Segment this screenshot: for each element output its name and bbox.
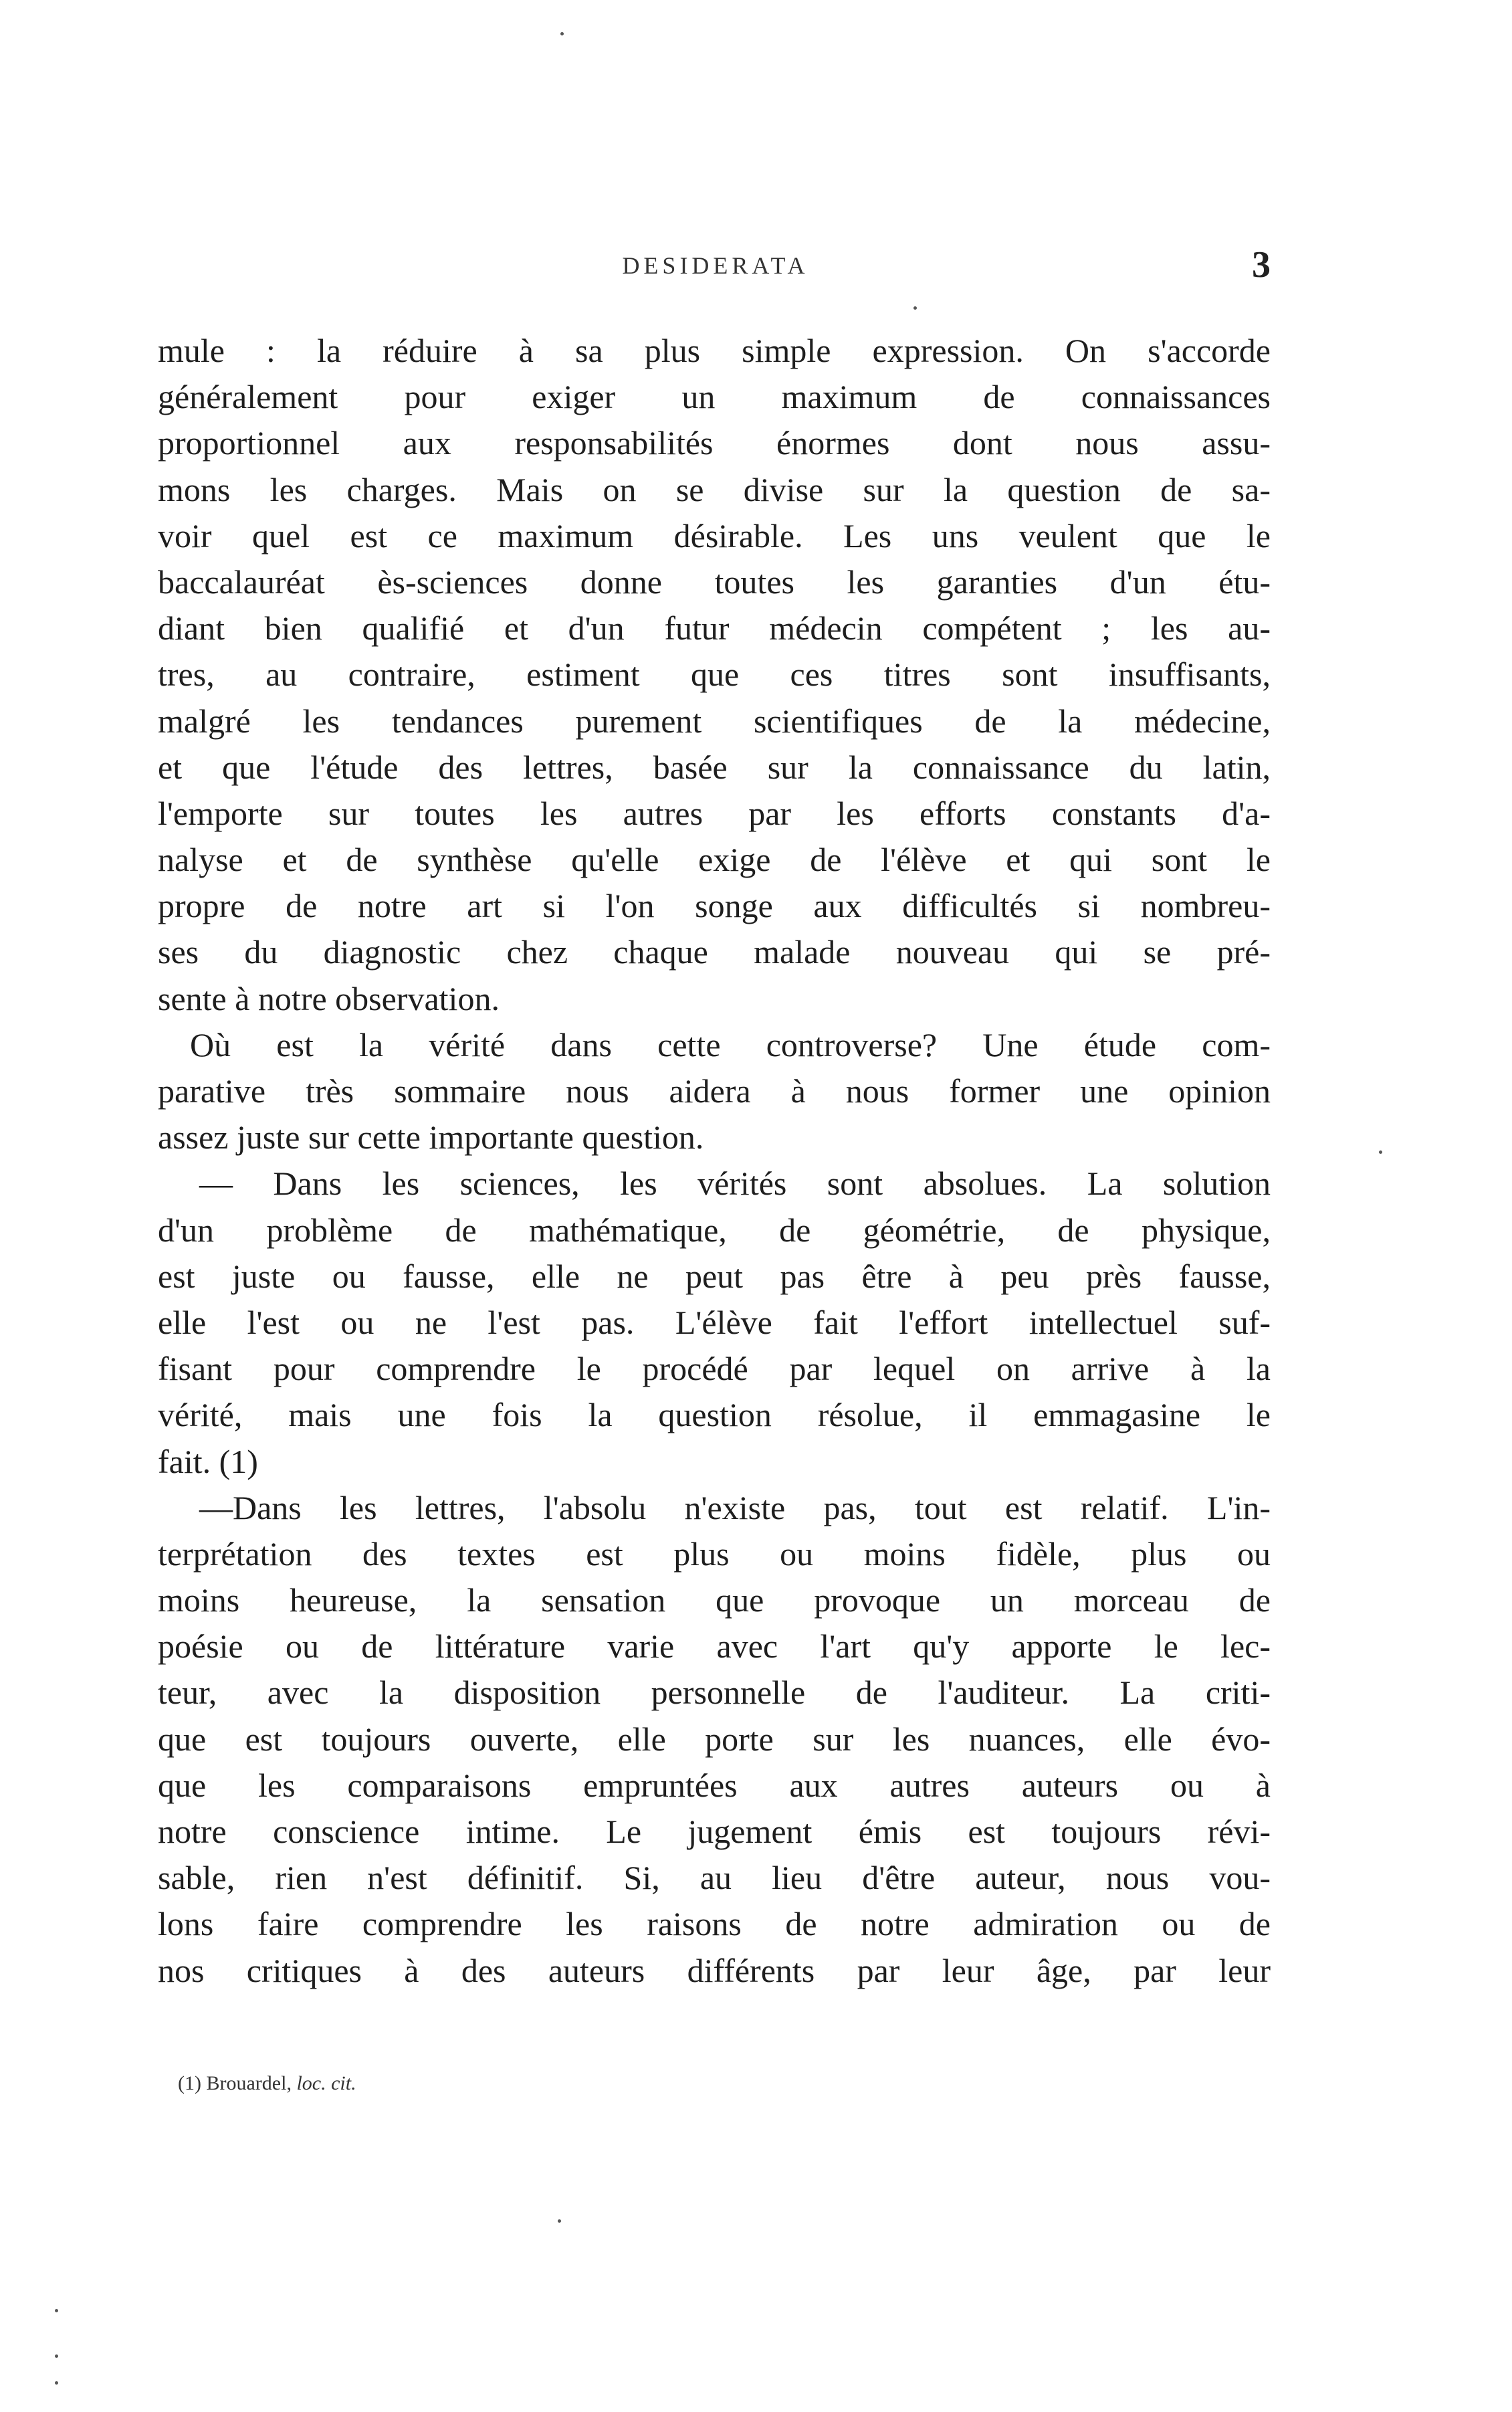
text-line: fait. (1) [158,1442,258,1480]
scan-speck [55,2354,58,2358]
text-line: ses du diagnostic chez chaque malade nouveau qui se pré- [158,933,1271,971]
text-line: voir quel est ce maximum désirable. Les uns veulent que le [158,516,1271,555]
text-line: terprétation des textes est plus ou moins fidèle, plus ou [158,1534,1271,1573]
paragraph-start-line: — Dans les sciences, les vérités sont absolues. La solution [199,1165,1271,1203]
text-line: nos critiques à des auteurs différents par leur âge, par leur [158,1951,1271,1989]
text-line: mule : la réduire à sa plus simple expression. On s'accorde [158,332,1271,369]
text-line: parative très sommaire nous aidera à nous former une opinion [158,1072,1271,1110]
running-title: DESIDERATA [622,252,809,279]
scan-speck [55,2309,58,2312]
scan-speck [1379,1150,1382,1154]
text-line: teur, avec la disposition personnelle de l'auditeur. La criti- [158,1674,1271,1712]
running-head [160,244,1271,288]
text-line: assez juste sur cette importante question. [158,1118,704,1157]
text-line: lons faire comprendre les raisons de notre admiration ou de [158,1905,1271,1943]
footnote-reference: loc. cit. [296,2072,356,2094]
scan-speck [913,306,917,310]
body-text [158,328,1271,1994]
text-line: elle l'est ou ne l'est pas. L'élève fait l'effort intellectuel suf- [158,1303,1271,1341]
text-line: vérité, mais une fois la question résolue, il emmagasine le [158,1396,1271,1434]
text-line: que les comparaisons empruntées aux autres auteurs ou à [158,1766,1271,1804]
text-line: sente à notre observation. [158,979,500,1017]
scan-speck [560,32,564,35]
text-line: nalyse et de synthèse qu'elle exige de l'élève et qui sont le [158,841,1271,879]
text-line: diant bien qualifié et d'un futur médecin compétent ; les au- [158,609,1271,647]
text-line: généralement pour exiger un maximum de connaissances [158,378,1271,416]
text-line: et que l'étude des lettres, basée sur la connaissance du latin, [158,748,1271,786]
text-line: notre conscience intime. Le jugement émis est toujours révi- [158,1813,1271,1850]
text-line: que est toujours ouverte, elle porte sur les nuances, elle évo- [158,1720,1271,1758]
paragraph-start-line: Où est la vérité dans cette controverse? Une étude com- [190,1025,1271,1064]
footnote-author: Brouardel, [206,2072,292,2094]
text-line: sable, rien n'est définitif. Si, au lieu d'être auteur, nous vou- [158,1859,1271,1897]
paragraph-start-line: —Dans les lettres, l'absolu n'existe pas, tout est relatif. L'in- [199,1488,1271,1526]
text-line: poésie ou de littérature varie avec l'art qu'y apporte le lec- [158,1627,1271,1666]
text-line: malgré les tendances purement scientifiques de la médecine, [158,702,1271,740]
text-line: est juste ou fausse, elle ne peut pas être à peu près fausse, [158,1257,1271,1295]
text-line: tres, au contraire, estiment que ces titres sont insuffisants, [158,656,1271,694]
text-line: propre de notre art si l'on songe aux difficultés si nombreu- [158,887,1271,925]
text-line: mons les charges. Mais on se divise sur la question de sa- [158,470,1271,508]
text-line: baccalauréat ès-sciences donne toutes les garanties d'un étu- [158,563,1271,601]
footnote [178,2072,356,2095]
footnote-marker: (1) [178,2072,201,2094]
text-line: d'un problème de mathématique, de géométrie, de physique, [158,1211,1271,1249]
scan-speck [558,2219,561,2223]
text-line: fisant pour comprendre le procédé par lequel on arrive à la [158,1350,1271,1388]
text-line: proportionnel aux responsabilités énormes dont nous assu- [158,424,1271,462]
text-line: moins heureuse, la sensation que provoque un morceau de [158,1581,1271,1619]
page-number: 3 [1252,244,1271,286]
text-line: l'emporte sur toutes les autres par les efforts constants d'a- [158,794,1271,832]
scan-speck [55,2381,58,2385]
